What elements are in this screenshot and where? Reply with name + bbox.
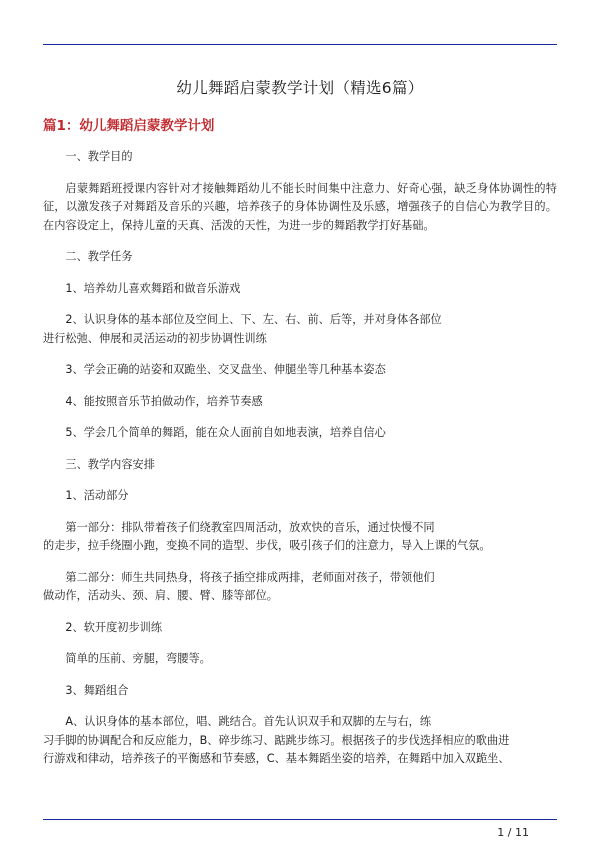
task-item-5: 5、学会几个简单的舞蹈，能在众人面前自如地表演，培养自信心: [65, 426, 386, 439]
document-body: [43, 148, 557, 782]
subheading-activity: 1、活动部分: [65, 489, 129, 502]
subheading-dance-combination: 3、舞蹈组合: [65, 683, 129, 697]
dance-combination-line-1: A、认识身体的基本部位，唱、跳结合。首先认识双手和双脚的左与右，练: [65, 715, 432, 728]
task-item-2: [43, 311, 557, 348]
activity-part-1-line-2: 的走步，拉手绕圈小跑，变换不同的造型、步伐，吸引孩子们的注意力，导入上课的气氛。: [43, 539, 491, 552]
subheading-flexibility: 2、软开度初步训练: [65, 620, 163, 634]
activity-part-2: [43, 569, 557, 606]
activity-part-1-line-1: 第一部分：排队带着孩子们绕教室四周活动，放欢快的音乐，通过快慢不同: [65, 520, 435, 534]
heading-teaching-tasks: 二、教学任务: [65, 250, 133, 263]
activity-part-1: [43, 519, 557, 556]
task-item-1: 1、培养幼儿喜欢舞蹈和做音乐游戏: [65, 281, 241, 295]
task-item-2-line-1: 2、认识身体的基本部位及空间上、下、左、右、前、后等，并对身体各部位: [65, 313, 442, 326]
footer-rule: [43, 819, 557, 820]
task-item-2-line-2: 进行松弛、伸展和灵活运动的初步协调性训练: [43, 331, 267, 345]
heading-teaching-purpose: 一、教学目的: [65, 150, 133, 163]
section-title: 篇1：幼儿舞蹈启蒙教学计划: [43, 118, 215, 134]
paragraph-purpose: 启蒙舞蹈班授课内容针对才接触舞蹈幼儿不能长时间集中注意力、好奇心强，缺乏身体协调性的特征，以激发孩子对舞蹈及音乐的兴趣，培养孩子的身体协调性及乐感，增强孩子的自信心为教学目的。在内容设定上，保持儿童的天真、活泼的天性，为进一步的舞蹈教学打好基础。: [43, 181, 557, 232]
page-indicator: 1 / 11: [497, 826, 529, 839]
activity-part-2-line-1: 第二部分：师生共同热身，将孩子插空排成两排，老师面对孩子，带领他们: [65, 570, 435, 584]
header-rule: [43, 44, 557, 45]
document-title: 幼儿舞蹈启蒙教学计划（精选6篇）: [176, 79, 424, 97]
paragraph-flexibility: 简单的压前、旁腿，弯腰等。: [65, 652, 211, 665]
heading-content-arrangement: 三、教学内容安排: [65, 457, 155, 471]
dance-combination-line-2: 习手脚的协调配合和反应能力，B、碎步练习、踮跳步练习。根据孩子的步伐选择相应的歌曲进: [43, 733, 510, 747]
paragraph-dance-combination: [43, 713, 557, 769]
dance-combination-line-3: 行游戏和律动，培养孩子的平衡感和节奏感，C、基本舞蹈坐姿的培养，在舞蹈中加入双跪坐、: [43, 752, 510, 765]
activity-part-2-line-2: 做动作，活动头、颈、肩、腰、臂、膝等部位。: [43, 589, 278, 602]
task-item-3: 3、学会正确的站姿和双跪坐、交叉盘坐、伸腿坐等几种基本姿态: [65, 363, 386, 376]
task-item-4: 4、能按照音乐节拍做动作，培养节奏感: [65, 394, 263, 408]
